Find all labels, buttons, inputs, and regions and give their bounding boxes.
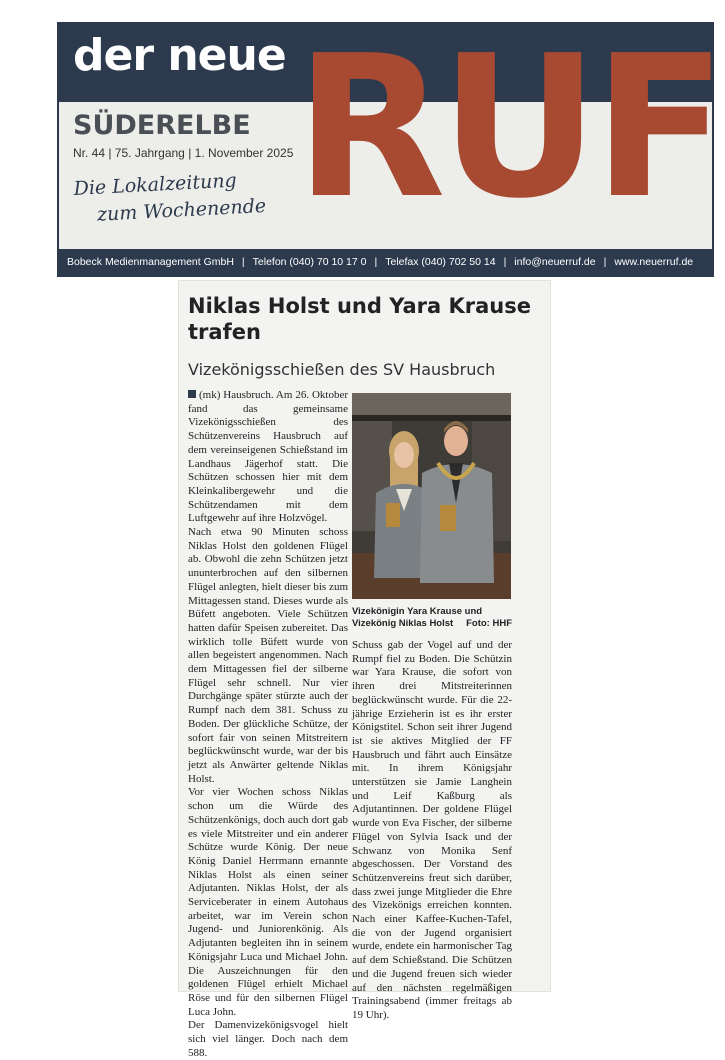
tagline <box>73 166 267 230</box>
article-photo <box>352 393 511 599</box>
email: info@neuerruf.de <box>514 256 596 268</box>
photo-credit: Foto: HHF <box>466 618 512 629</box>
phone: Telefon (040) 70 10 17 0 <box>252 256 367 268</box>
paragraph-4: Der Damenvizekönigsvogel hielt sich viel länger. Doch nach dem 588. <box>188 1019 348 1059</box>
caption-text: Vizekönigin Yara Krause und Vizekönig Niklas Holst <box>352 606 483 629</box>
fax: Telefax (040) 702 50 14 <box>385 256 496 268</box>
paragraph-1: (mk) Hausbruch. Am 26. Oktober fand das gemeinsame Vizekönigsschießen des Schützenvereins Hausbruch auf dem vereinseigenen Schießstand im Landhaus Jägerhof statt. Die Schützen schossen hier mit dem Kleinkalibergewehr und die Schützendamen mit dem Luftgewehr auf ihre Holzvögel. <box>188 389 348 525</box>
paragraph-2: Nach etwa 90 Minuten schoss Niklas Holst den goldenen Flügel ab. Obwohl die zehn Schützen jetzt ununterbrochen auf den silbernen Flügel anlegten, hielt dieser bis zum Mittagessen stand. Dieses wurde als Büfett angeboten. Viele Schützen hatten dafür Speisen zubereitet. Das wirklich tolle Büfett wurde von allen begeistert angenommen. Nach dem Mittagessen fiel der silberne Flügel sehr schnell. Nur vier Durchgänge später stürzte auch der Rumpf nach dem 381. Schuss zu Boden. Der glückliche Schütze, der sofort fair von seinen Mitstreitern beglückwünscht wurde, war der bis jetzt als Anwärter geltende Niklas Holst. <box>188 526 348 785</box>
article-headline: Niklas Holst und Yara Krause trafen <box>188 294 531 344</box>
photo-illustration <box>352 393 511 599</box>
tagline-line-2: zum Wochenende <box>96 194 267 226</box>
issue-info: Nr. 44 | 75. Jahrgang | 1. November 2025 <box>73 146 294 160</box>
square-bullet-icon <box>188 390 196 398</box>
photo-caption <box>352 606 512 630</box>
brand-name: der neue <box>73 30 286 81</box>
article-column-1 <box>188 389 348 1059</box>
ruf-logo: RUF <box>295 14 721 242</box>
paragraph-3: Vor vier Wochen schoss Niklas schon um die Würde des Schützenkönigs, doch auch dort gab es viele Mitstreiter und ein anderer Schütze wurde König. Der neue König Daniel Herrmann ernannte Niklas Holst als einen seiner Adjutanten. Niklas Holst, der als Serviceberater in einem Autohaus arbeitet, war im Verein schon Jugend- und Juniorenkönig. Als Adjutanten begleiten ihn in seinem Königsjahr Luca und Michael John. Die Auszeichnungen für den goldenen Flügel erhielt Michael Röse und für den silbernen Flügel Luca John. <box>188 786 348 1018</box>
region-title: SÜDERELBE <box>73 110 251 141</box>
tagline-line-1: Die Lokalzeitung <box>73 169 238 200</box>
masthead-contact-bar: Bobeck Medienmanagement GmbH | Telefon (040) 70 10 17 0 | Telefax (040) 702 50 14 | info@neuerruf.de | www.neuerruf.de <box>59 249 712 275</box>
publisher: Bobeck Medienmanagement GmbH <box>67 256 234 268</box>
article-column-2 <box>352 639 512 1021</box>
website: www.neuerruf.de <box>614 256 694 268</box>
article-clipping <box>178 280 551 1059</box>
article-subheadline: Vizekönigsschießen des SV Hausbruch <box>188 360 496 379</box>
paragraph-5: Schuss gab der Vogel auf und der Rumpf fiel zu Boden. Die Schützin war Yara Krause, die sofort von ihren drei Mitstreiterinnen beglückwünscht wurde. Für die 22-jährige Erzieherin ist es ihr erster Königstitel. Schon seit ihrer Jugend ist sie aktives Mitglied der FF Hausbruch und fährt auch Einsätze mit. In ihrem Königsjahr unterstützen sie Jamie Langhein und Leif Kaßburg als Adjutantinnen. Der goldene Flügel wurde von Eva Fischer, der silberne Flügel von Sylvia Isack und der Schwanz von Monika Senf abgeschossen. Der Vorstand des Schützenvereins freut sich darüber, dass zwei junge Mitglieder die Ehre des Vizekönigs erreichen konnten. Nach einer Kaffee-Kuchen-Tafel, die von der Jugend organisiert wurde, endete ein harmonischer Tag auf dem Schießstand. Die Schützen und die Jugend freuen sich wieder auf den nächsten regelmäßigen Trainingsabend (immer freitags ab 19 Uhr). <box>352 639 512 1021</box>
masthead <box>57 14 721 277</box>
